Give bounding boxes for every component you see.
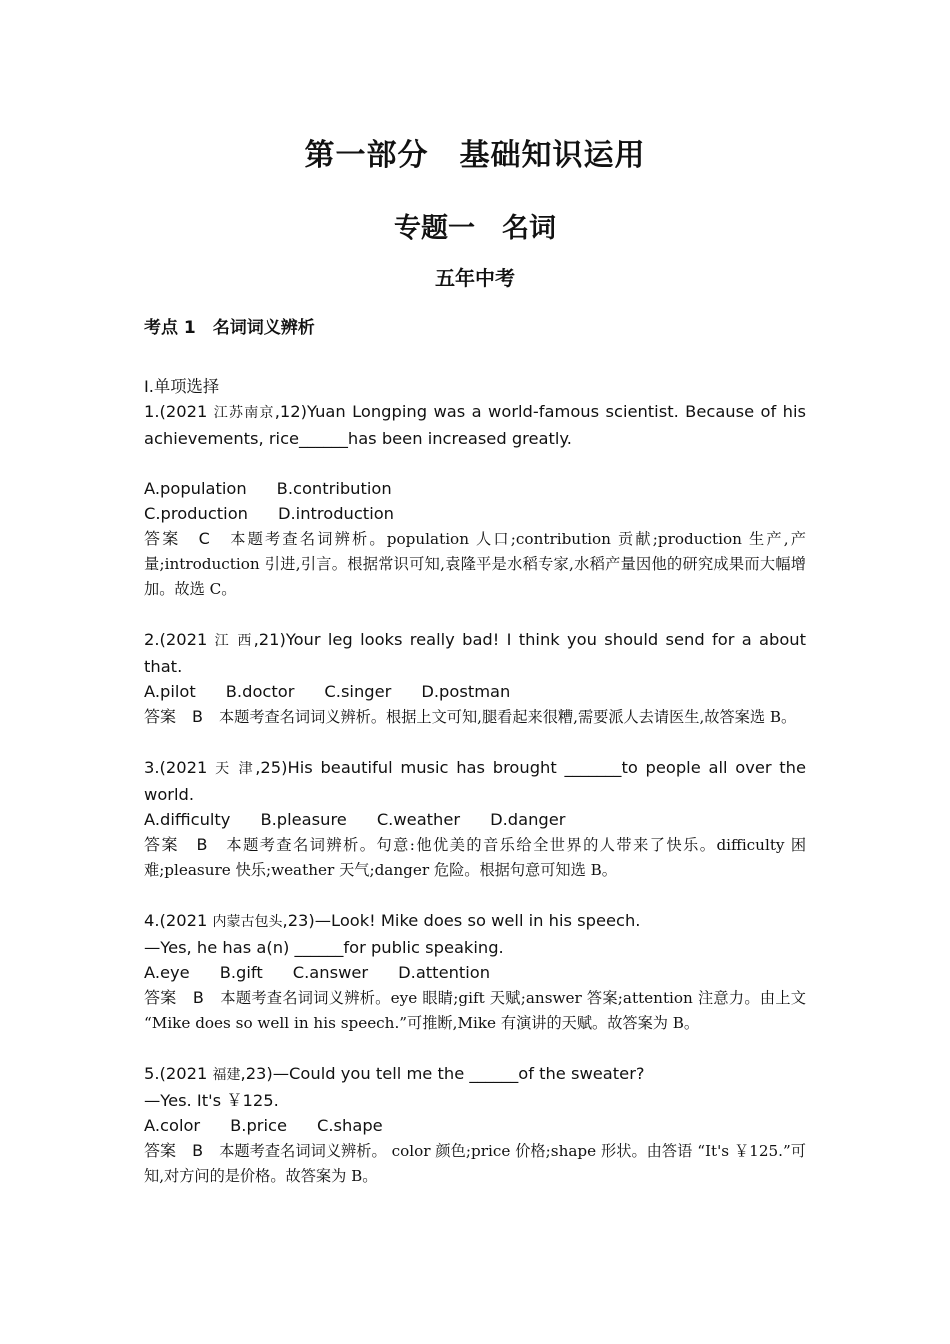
question-index: ,23) <box>282 911 315 930</box>
explanation-text: 本题考查名词词义辨析。 color 颜色;price 价格;shape 形状。由答语 “It's ￥125.”可知,对方问的是价格。故答案为 B。 <box>144 1142 806 1185</box>
option-a: A.population <box>144 479 247 498</box>
question-year: 2021 <box>165 630 215 649</box>
question-source: 江苏南京 <box>213 405 275 421</box>
option-d: D.attention <box>398 963 491 982</box>
options-row <box>144 1113 806 1138</box>
explanation-text: 本题考查名词词义辨析。根据上文可知,腿看起来很糟,需要派人去请医生,故答案选 B。 <box>218 708 797 726</box>
option-b: B.gift <box>219 963 263 982</box>
options-row <box>144 501 806 526</box>
question-3 <box>144 755 806 883</box>
question-text: —Look! Mike does so well in his speech. <box>314 911 641 930</box>
kaodian-heading: 考点 1 名词词义辨析 <box>144 318 315 338</box>
section-label: Ⅰ.单项选择 <box>144 377 220 396</box>
question-stem <box>144 908 806 935</box>
option-a: A.difficulty <box>144 810 231 829</box>
question-2 <box>144 627 806 730</box>
option-d: D.introduction <box>277 504 394 523</box>
question-year: 2021 <box>165 1064 213 1083</box>
option-c: C.answer <box>292 963 369 982</box>
option-c: C.shape <box>317 1116 383 1135</box>
question-stem <box>144 755 806 807</box>
answer-explanation <box>144 1138 806 1189</box>
answer-label: 答案 B <box>144 1141 220 1160</box>
option-a: A.pilot <box>144 682 196 701</box>
answer-label: 答案 C <box>144 529 231 548</box>
option-c: C.weather <box>376 810 461 829</box>
question-number: 5.( <box>144 1064 166 1083</box>
question-number: 2.( <box>144 630 166 649</box>
question-source: 江 西 <box>214 633 254 649</box>
answer-label: 答案 B <box>144 707 219 726</box>
question-reply: —Yes. It's ￥125. <box>144 1091 279 1110</box>
question-4 <box>144 908 806 1036</box>
explanation-text: 本题考查名词辨析。句意:他优美的音乐给全世界的人带来了快乐。difficulty 困难;pleasure 快乐;weather 天气;danger 危险。根据句意可知选 B。 <box>144 836 807 879</box>
question-index: ,25) <box>255 758 288 777</box>
question-index: ,23) <box>240 1064 273 1083</box>
question-text: Yuan Longping was a world-famous scientist. Because of his achievements, rice______has been increased greatly. <box>144 402 806 448</box>
question-1 <box>144 399 806 602</box>
answer-label: 答案 B <box>144 835 227 854</box>
question-year: 2021 <box>165 911 213 930</box>
options-row <box>144 679 806 704</box>
question-5 <box>144 1061 806 1189</box>
question-text: His beautiful music has brought _______to people all over the world. <box>144 758 806 804</box>
question-stem <box>144 399 806 451</box>
sub-title: 五年中考 <box>435 266 515 290</box>
question-source: 内蒙古包头 <box>212 914 283 930</box>
explanation-text: 本题考查名词辨析。population 人口;contribution 贡献;production 生产,产量;introduction 引进,引言。根据常识可知,袁隆平是水稻专家,水稻产量因他的研究成果而大幅增加。故选 C。 <box>144 530 806 598</box>
question-number: 4.( <box>144 911 166 930</box>
question-year: 2021 <box>165 402 214 421</box>
topic-title: 专题一 名词 <box>394 213 556 244</box>
option-b: B.pleasure <box>260 810 347 829</box>
option-b: B.price <box>230 1116 287 1135</box>
option-c: C.production <box>144 504 248 523</box>
options-row <box>144 807 806 832</box>
option-d: D.postman <box>421 682 511 701</box>
question-text: —Could you tell me the ______of the sweater? <box>272 1064 645 1083</box>
answer-explanation <box>144 832 806 883</box>
question-source: 天 津 <box>215 761 256 777</box>
part-title: 第一部分 基础知识运用 <box>304 138 646 173</box>
explanation-text: 本题考查名词词义辨析。eye 眼睛;gift 天赋;answer 答案;attention 注意力。由上文 “Mike does so well in his speech.”可推断,Mike 有演讲的天赋。故答案为 B。 <box>144 989 806 1032</box>
option-b: B.doctor <box>225 682 295 701</box>
question-number: 1.( <box>144 402 166 421</box>
question-stem <box>144 627 806 679</box>
answer-explanation <box>144 526 806 602</box>
option-c: C.singer <box>324 682 392 701</box>
question-index: ,21) <box>253 630 286 649</box>
question-text: Your leg looks really bad! I think you should send for a about that. <box>144 630 806 676</box>
question-reply: —Yes, he has a(n) ______for public speaking. <box>144 938 504 957</box>
options-row <box>144 960 806 985</box>
question-number: 3.( <box>144 758 166 777</box>
answer-explanation <box>144 704 806 730</box>
option-b: B.contribution <box>276 479 392 498</box>
question-stem <box>144 1061 806 1088</box>
options-row <box>144 476 806 501</box>
option-d: D.danger <box>490 810 566 829</box>
question-source: 福建 <box>212 1067 241 1083</box>
question-index: ,12) <box>274 402 307 421</box>
answer-label: 答案 B <box>144 988 221 1007</box>
question-year: 2021 <box>165 758 216 777</box>
option-a: A.eye <box>144 963 190 982</box>
option-a: A.color <box>144 1116 201 1135</box>
question-body <box>144 374 806 1189</box>
answer-explanation <box>144 985 806 1036</box>
